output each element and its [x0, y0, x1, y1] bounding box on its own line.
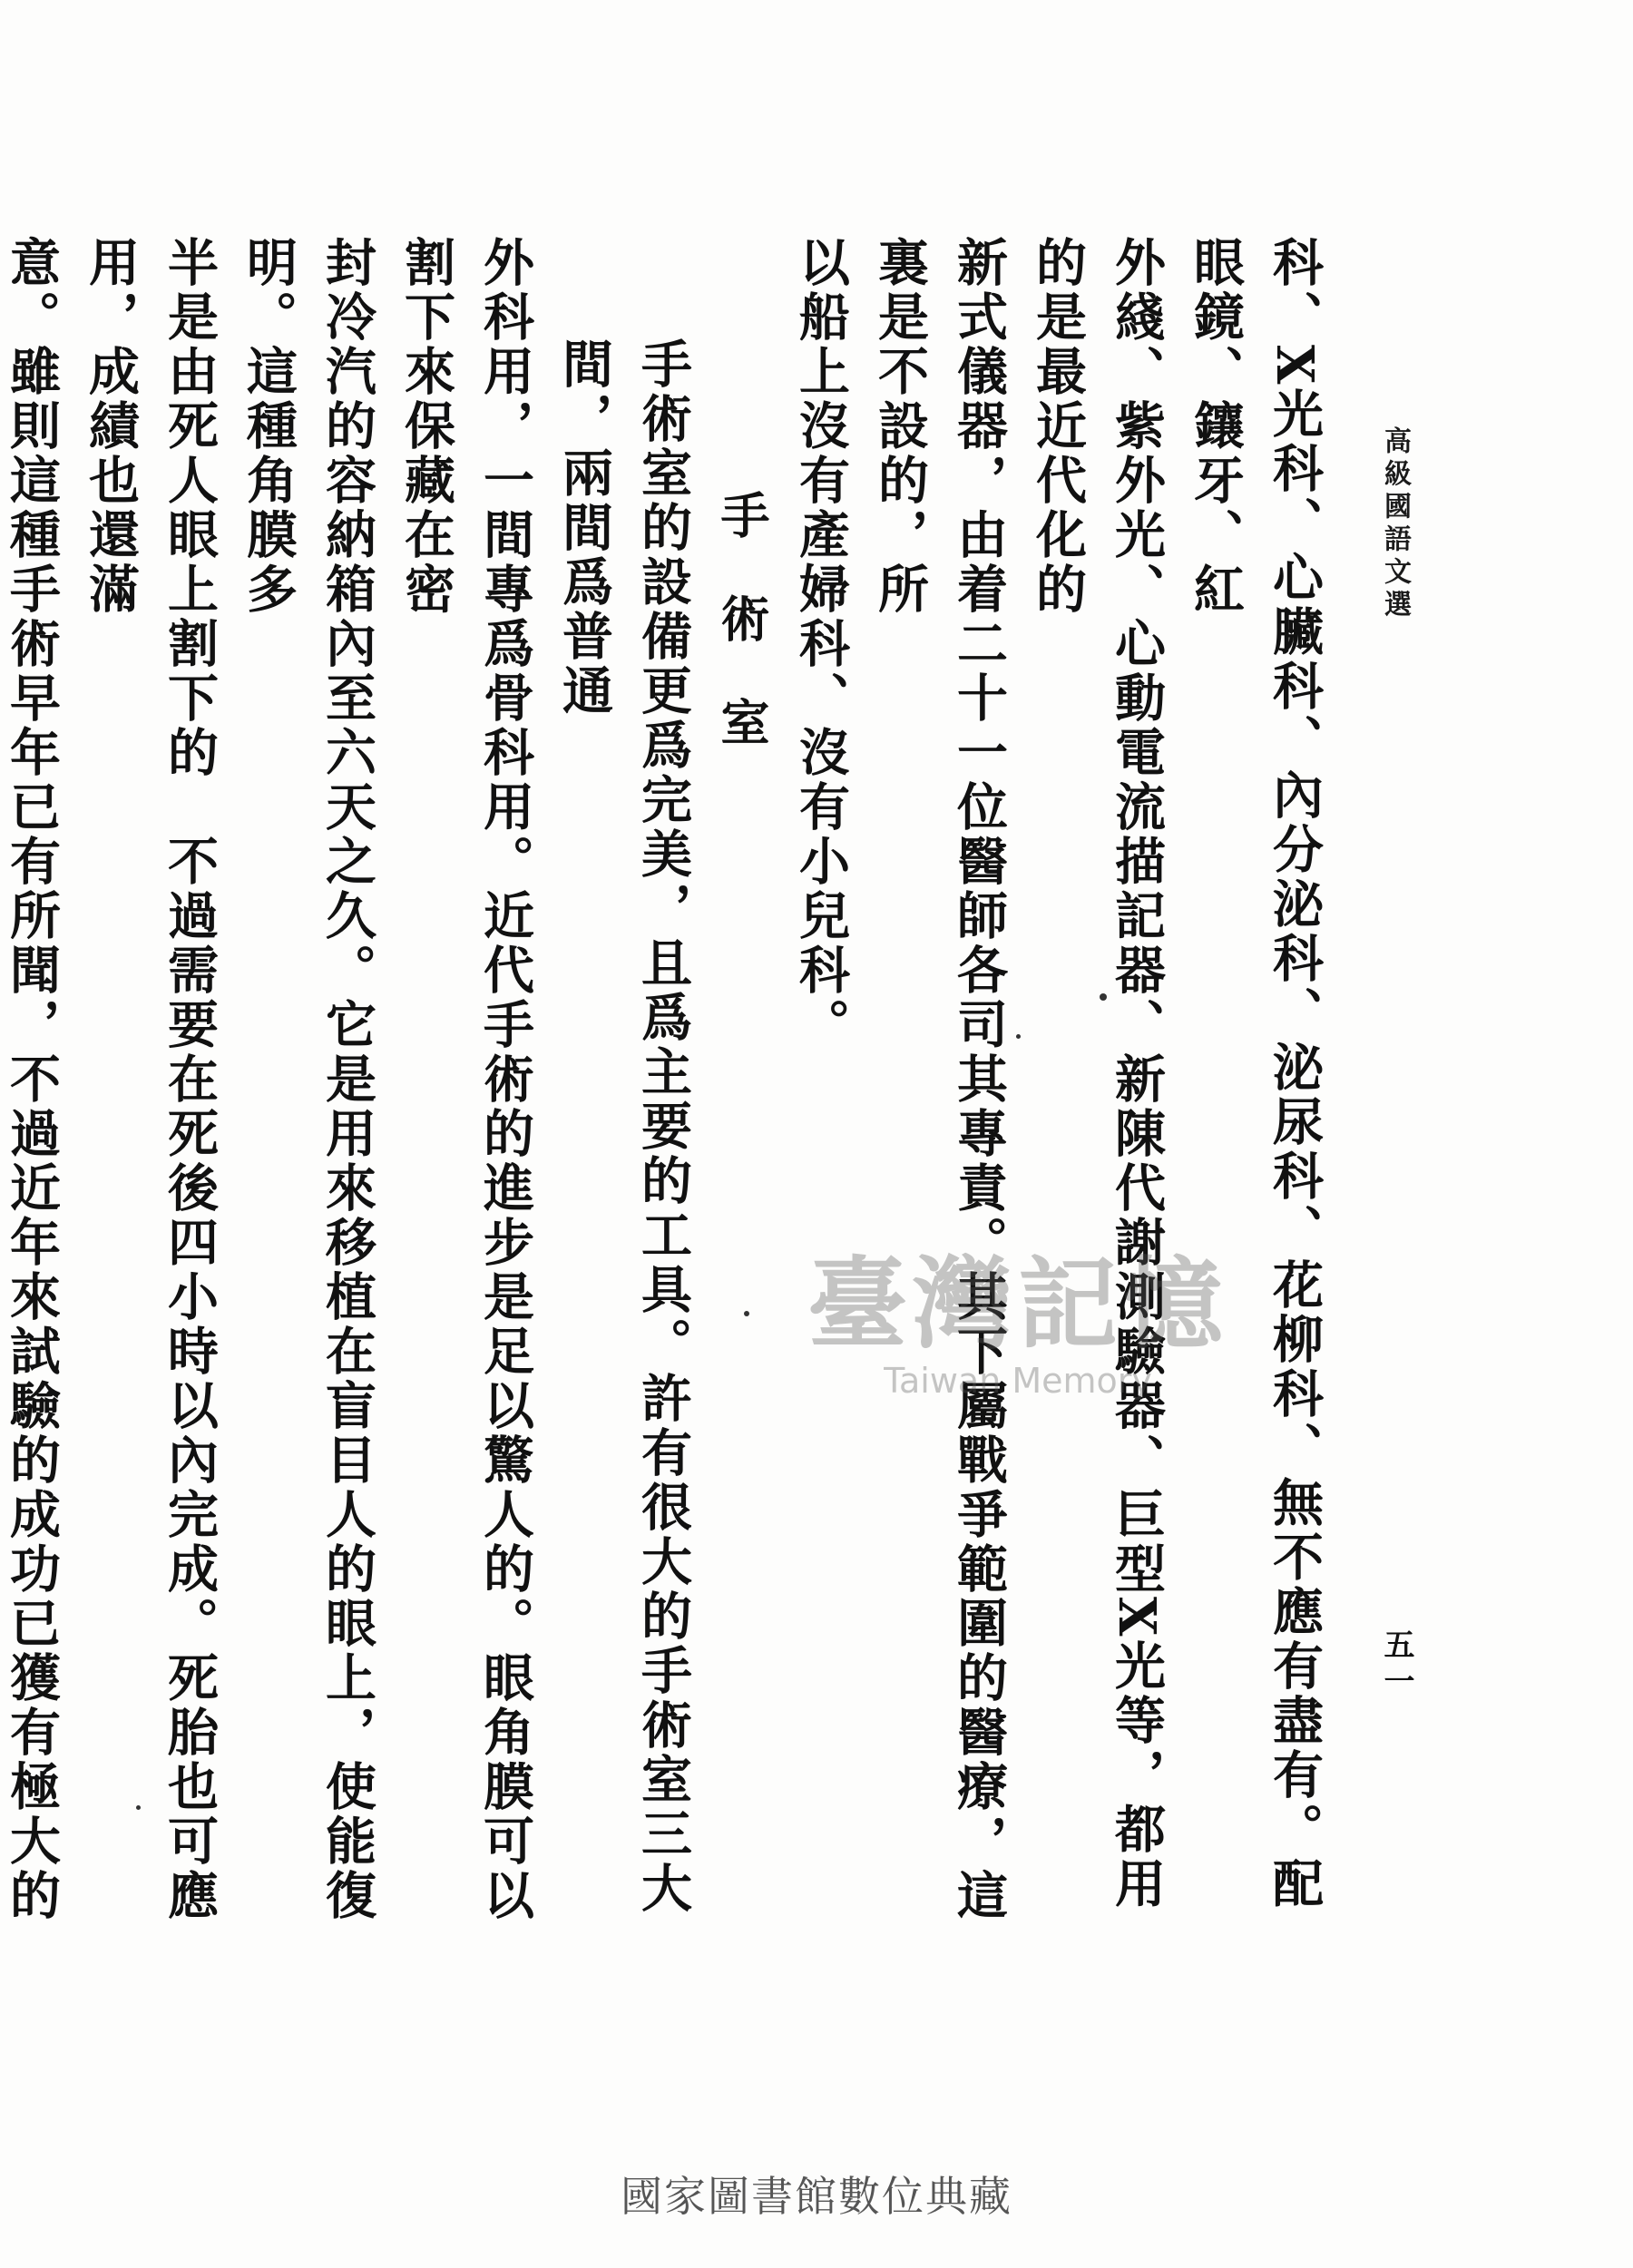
paragraph-column: 意。雖則這種手術早年已有所聞，不過近年來試驗的成功已獲有極大的 — [2, 236, 62, 1923]
scan-speck — [136, 1805, 141, 1810]
text-column: 新式儀器，由着二十一位醫師各司其專責。其下屬戰爭範圍的醫療，這裏是不設的，所 — [870, 236, 1009, 1923]
text-column: 科、X光科、心臟科、內分泌科、泌尿科、花柳科、無不應有盡有。配眼鏡、鑲牙、紅 — [1186, 236, 1325, 1912]
footer-caption: 國家圖書館數位典藏 — [621, 2172, 1012, 2221]
section-title: 手術室 — [713, 490, 771, 800]
watermark — [807, 1225, 1228, 1401]
vertical-text-block — [2, 236, 1334, 1941]
running-head: 高級國語文選 — [1379, 426, 1411, 622]
scan-speck — [744, 1311, 749, 1316]
text-column: 外綫、紫外光、心動電流描記器、新陳代謝測驗器、巨型X光等，都用的是最近代化的 — [1028, 236, 1167, 1912]
watermark-subtext: Taiwan Memory — [884, 1361, 1152, 1401]
watermark-logo-text: 臺灣記憶 — [807, 1246, 1228, 1363]
paragraph-column: 半是由死人眼上割下的 不過需要在死後四小時以內完成。死胎也可應用，成績也還滿 — [81, 236, 220, 1923]
text-column: 以船上沒有產婦科、沒有小兒科。 — [791, 236, 851, 1052]
scan-speck — [1016, 1034, 1021, 1039]
paragraph-column: 封冷汽的容納箱內至六天之久。它是用來移植在盲目人的眼上，使能復明。這種角膜多 — [239, 236, 377, 1923]
page-number: 五一 — [1378, 1628, 1414, 1701]
paragraph-column: 外科用，一間專爲骨科用。近代手術的進步是足以驚人的。眼角膜可以割下來保藏在密 — [396, 236, 535, 1923]
paragraph-column: 手術室的設備更爲完美，且爲主要的工具。許有很大的手術室三大間，兩間爲普通 — [554, 337, 693, 1916]
scan-speck — [1100, 993, 1107, 1001]
